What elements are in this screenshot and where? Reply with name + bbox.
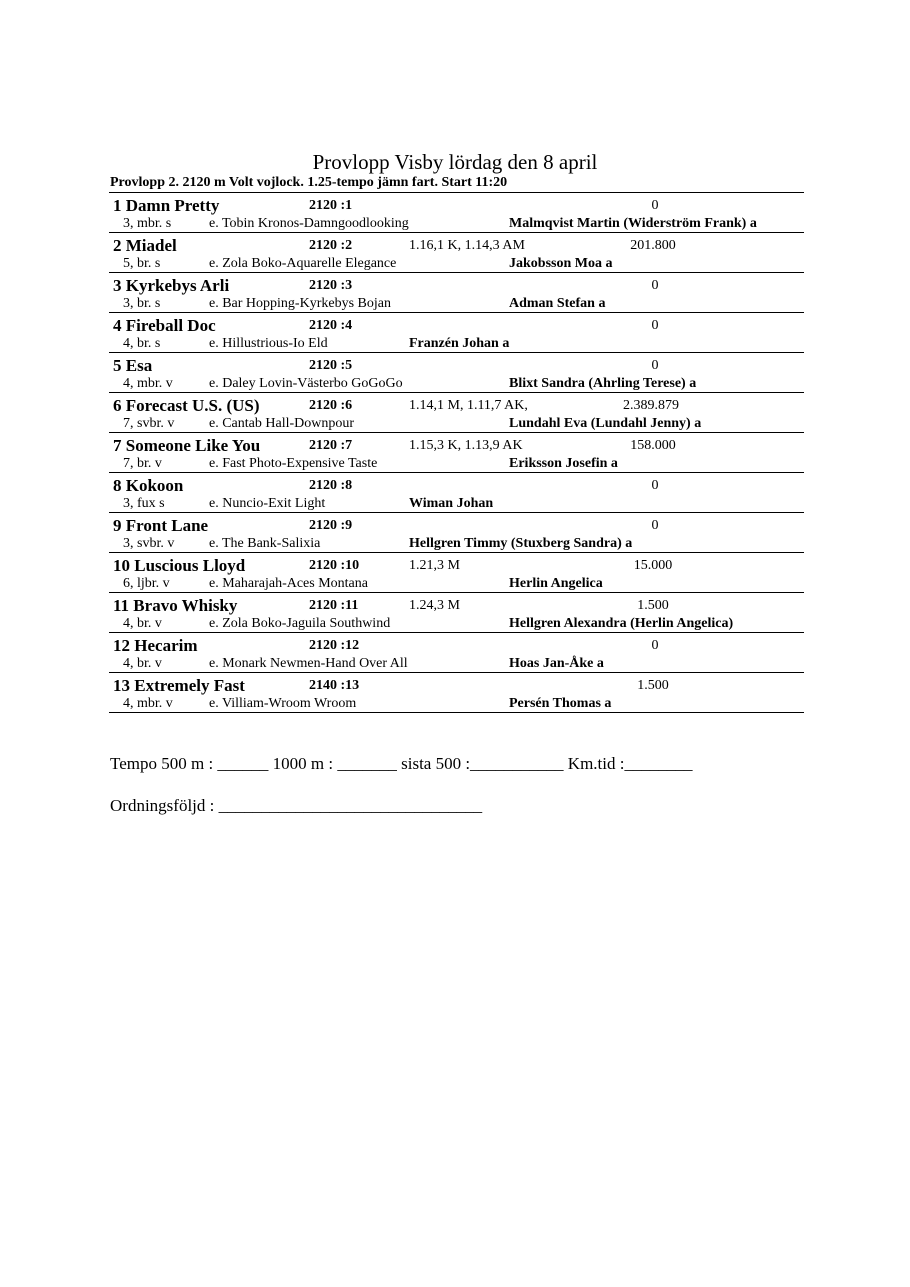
pedigree: e. The Bank-Salixia [209, 536, 321, 551]
distance-track: 2120 :4 [309, 318, 353, 333]
table-row [109, 393, 804, 433]
table-row [109, 233, 804, 273]
pedigree: e. Bar Hopping-Kyrkebys Bojan [209, 296, 391, 311]
distance-track: 2120 :2 [309, 238, 353, 253]
driver-name: Herlin Angelica [509, 576, 603, 591]
entries-table [109, 192, 804, 713]
pedigree: e. Daley Lovin-Västerbo GoGoGo [209, 376, 403, 391]
horse-name: 10 Luscious Lloyd [113, 556, 246, 575]
horse-name: 3 Kyrkebys Arli [113, 276, 230, 295]
age-color-sex: 4, br. v [123, 656, 162, 671]
driver-name: Persén Thomas a [509, 696, 612, 711]
pedigree: e. Zola Boko-Jaguila Southwind [209, 616, 391, 631]
earnings: 1.500 [637, 598, 669, 613]
horse-name: 11 Bravo Whisky [113, 596, 238, 615]
table-row [109, 193, 804, 233]
age-color-sex: 5, br. s [123, 256, 161, 271]
age-color-sex: 4, br. s [123, 336, 161, 351]
horse-name: 9 Front Lane [113, 516, 209, 535]
age-color-sex: 3, svbr. v [123, 536, 175, 551]
table-row [109, 673, 804, 713]
distance-track: 2140 :13 [309, 678, 360, 693]
pedigree: e. Hillustrious-Io Eld [209, 336, 328, 351]
age-color-sex: 3, mbr. s [123, 216, 172, 231]
driver-name: Hellgren Alexandra (Herlin Angelica) [509, 616, 734, 631]
horse-name: 6 Forecast U.S. (US) [113, 396, 260, 415]
horse-name: 2 Miadel [113, 236, 177, 255]
table-row [109, 473, 804, 513]
order-line: Ordningsföljd : _______________________________ [110, 796, 483, 815]
table-row [109, 353, 804, 393]
distance-track: 2120 :6 [309, 398, 353, 413]
pedigree: e. Nuncio-Exit Light [209, 496, 326, 511]
distance-track: 2120 :12 [309, 638, 360, 653]
driver-name: Wiman Johan [409, 496, 494, 511]
pedigree: e. Cantab Hall-Downpour [209, 416, 355, 431]
earnings: 15.000 [633, 558, 673, 573]
age-color-sex: 7, svbr. v [123, 416, 175, 431]
earnings: 0 [651, 478, 659, 493]
distance-track: 2120 :10 [309, 558, 360, 573]
pedigree: e. Fast Photo-Expensive Taste [209, 456, 378, 471]
pedigree: e. Tobin Kronos-Damngoodlooking [209, 216, 409, 231]
horse-name: 7 Someone Like You [113, 436, 261, 455]
table-row [109, 513, 804, 553]
page-title: Provlopp Visby lördag den 8 april [312, 150, 598, 174]
earnings: 0 [651, 198, 659, 213]
driver-name: Franzén Johan a [409, 336, 510, 351]
distance-track: 2120 :5 [309, 358, 353, 373]
driver-name: Malmqvist Martin (Widerström Frank) a [509, 216, 757, 231]
driver-name: Jakobsson Moa a [509, 256, 613, 271]
record-times: 1.21,3 M [409, 558, 460, 573]
horse-name: 13 Extremely Fast [113, 676, 245, 695]
horse-name: 4 Fireball Doc [113, 316, 216, 335]
record-times: 1.14,1 M, 1.11,7 AK, [409, 398, 528, 413]
distance-track: 2120 :7 [309, 438, 353, 453]
table-row [109, 273, 804, 313]
earnings: 1.500 [637, 678, 669, 693]
driver-name: Lundahl Eva (Lundahl Jenny) a [509, 416, 702, 431]
earnings: 0 [651, 358, 659, 373]
age-color-sex: 7, br. v [123, 456, 162, 471]
pedigree: e. Zola Boko-Aquarelle Elegance [209, 256, 397, 271]
race-subtitle: Provlopp 2. 2120 m Volt vojlock. 1.25-tempo jämn fart. Start 11:20 [110, 175, 508, 190]
age-color-sex: 4, mbr. v [123, 376, 173, 391]
table-row [109, 313, 804, 353]
age-color-sex: 3, fux s [123, 496, 165, 511]
earnings: 2.389.879 [623, 398, 679, 413]
age-color-sex: 3, br. s [123, 296, 161, 311]
driver-name: Blixt Sandra (Ahrling Terese) a [509, 376, 697, 391]
pedigree: e. Villiam-Wroom Wroom [209, 696, 357, 711]
driver-name: Hoas Jan-Åke a [509, 656, 604, 671]
table-row [109, 553, 804, 593]
distance-track: 2120 :9 [309, 518, 353, 533]
table-row [109, 433, 804, 473]
driver-name: Eriksson Josefin a [509, 456, 618, 471]
earnings: 0 [651, 278, 659, 293]
pedigree: e. Maharajah-Aces Montana [209, 576, 368, 591]
table-row [109, 633, 804, 673]
pedigree: e. Monark Newmen-Hand Over All [209, 656, 408, 671]
horse-name: 1 Damn Pretty [113, 196, 220, 215]
distance-track: 2120 :3 [309, 278, 353, 293]
age-color-sex: 4, mbr. v [123, 696, 173, 711]
age-color-sex: 6, ljbr. v [123, 576, 170, 591]
driver-name: Hellgren Timmy (Stuxberg Sandra) a [409, 536, 633, 551]
horse-name: 8 Kokoon [113, 476, 184, 495]
driver-name: Adman Stefan a [509, 296, 606, 311]
record-times: 1.15,3 K, 1.13,9 AK [409, 438, 523, 453]
earnings: 0 [651, 318, 659, 333]
earnings: 0 [651, 638, 659, 653]
distance-track: 2120 :11 [309, 598, 359, 613]
distance-track: 2120 :1 [309, 198, 353, 213]
age-color-sex: 4, br. v [123, 616, 162, 631]
horse-name: 5 Esa [113, 356, 153, 375]
distance-track: 2120 :8 [309, 478, 353, 493]
tempo-line: Tempo 500 m : ______ 1000 m : _______ sista 500 :___________ Km.tid :________ [110, 754, 693, 773]
record-times: 1.24,3 M [409, 598, 460, 613]
earnings: 158.000 [630, 438, 676, 453]
record-times: 1.16,1 K, 1.14,3 AM [409, 238, 525, 253]
earnings: 0 [651, 518, 659, 533]
horse-name: 12 Hecarim [113, 636, 198, 655]
earnings: 201.800 [630, 238, 676, 253]
table-row [109, 593, 804, 633]
